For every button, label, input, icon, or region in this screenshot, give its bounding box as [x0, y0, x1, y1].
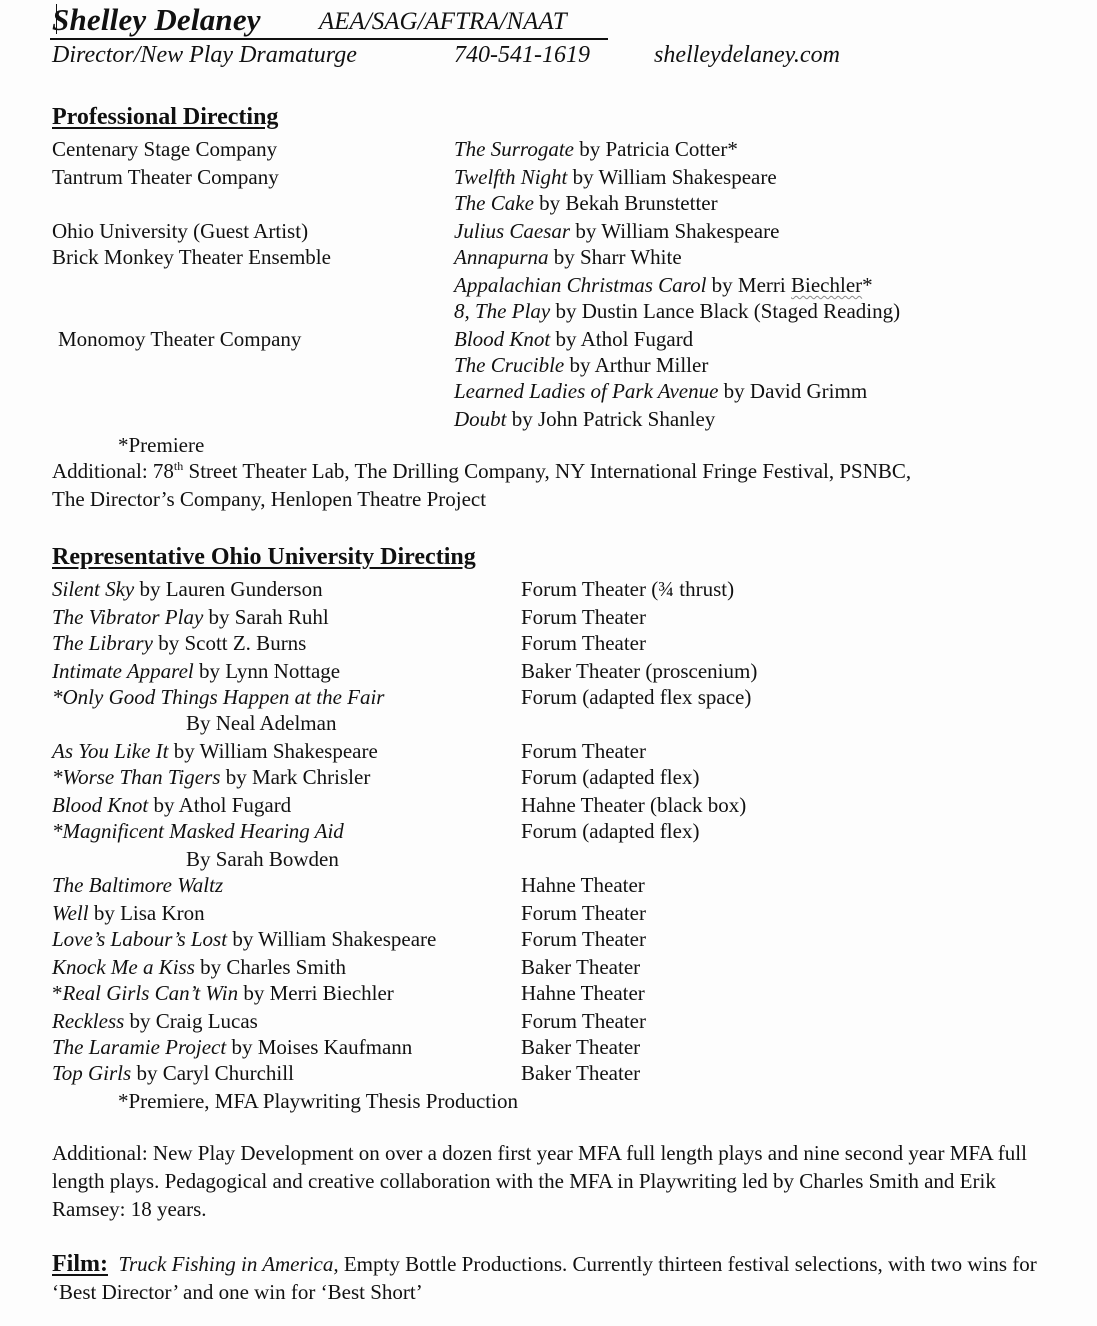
- table-row: [52, 872, 223, 898]
- venue: Forum (adapted flex): [521, 765, 700, 789]
- section-heading-professional: Professional Directing: [52, 104, 279, 130]
- website: shelleydelaney.com: [654, 42, 840, 68]
- production-author: by John Patrick Shanley: [506, 407, 716, 431]
- venue: Forum Theater: [521, 901, 646, 925]
- play-title: Blood Knot: [52, 793, 149, 817]
- production-title: Doubt: [454, 407, 507, 431]
- production-entry: [454, 406, 715, 432]
- table-row: [186, 846, 339, 872]
- production-title: Learned Ladies of Park Avenue: [454, 379, 719, 403]
- table-row: [52, 818, 344, 844]
- table-row: [52, 764, 370, 790]
- production-title: Blood Knot: [454, 327, 551, 351]
- production-title: The Surrogate: [454, 137, 574, 161]
- ohio-additional: Additional: New Play Development on over a dozen first year MFA full length plays and nine second year MFA full length plays. Pedagogical and creative collaboration with the MFA in Playwriting led by Charles Smith and Erik Ramsey: 18 years.: [52, 1141, 1027, 1221]
- play-title: Real Girls Can’t Win: [62, 981, 239, 1005]
- play-title: *Magnificent Masked Hearing Aid: [52, 819, 344, 843]
- professional-additional-line2: The Director’s Company, Henlopen Theatre Project: [52, 487, 487, 511]
- playwright: by Merri Biechler: [238, 981, 394, 1005]
- play-title: Well: [52, 901, 89, 925]
- table-row: [52, 792, 291, 818]
- play-title: The Vibrator Play: [52, 605, 204, 629]
- venue: Hahne Theater (black box): [521, 793, 747, 817]
- film-label: Film:: [52, 1251, 108, 1277]
- production-entry: [454, 164, 777, 190]
- production-author: by Merri: [706, 273, 791, 297]
- company-name: Centenary Stage Company: [52, 137, 278, 161]
- venue: Forum Theater: [521, 927, 646, 951]
- venue: Forum Theater: [521, 605, 646, 629]
- company-name: Ohio University (Guest Artist): [52, 219, 309, 243]
- production-title: The Crucible: [454, 353, 565, 377]
- playwright: by Lauren Gunderson: [134, 577, 323, 601]
- play-title: *Only Good Things Happen at the Fair: [52, 685, 385, 709]
- production-entry: [454, 218, 779, 244]
- playwright: by Charles Smith: [194, 955, 346, 979]
- venue: Forum (adapted flex): [521, 819, 700, 843]
- venue: Hahne Theater: [521, 981, 645, 1005]
- production-title: Annapurna: [454, 245, 549, 269]
- production-author: by David Grimm: [718, 379, 868, 403]
- table-row: [52, 1008, 258, 1034]
- venue: Forum Theater (¾ thrust): [521, 577, 735, 601]
- production-author: by Arthur Miller: [564, 353, 709, 377]
- production-entry: [454, 326, 693, 352]
- table-row: [52, 980, 394, 1006]
- table-row: [186, 710, 336, 736]
- play-title: The Baltimore Waltz: [52, 873, 224, 897]
- production-author: by Sharr White: [548, 245, 682, 269]
- playwright: by Scott Z. Burns: [152, 631, 307, 655]
- production-entry: [454, 378, 867, 404]
- play-title: Intimate Apparel: [52, 659, 194, 683]
- playwright: by Sarah Ruhl: [203, 605, 329, 629]
- table-row: [52, 1034, 412, 1060]
- playwright: by Mark Chrisler: [220, 765, 371, 789]
- venue: Forum Theater: [521, 631, 646, 655]
- company-name: Monomoy Theater Company: [58, 327, 302, 351]
- play-title: Knock Me a Kiss: [52, 955, 195, 979]
- premiere-footnote: *Premiere: [118, 433, 205, 457]
- play-title: The Library: [52, 631, 153, 655]
- venue: Baker Theater: [521, 1035, 641, 1059]
- play-title: Reckless: [52, 1009, 125, 1033]
- production-author: by Dustin Lance Black (Staged Reading): [550, 299, 901, 323]
- play-title: The Laramie Project: [52, 1035, 227, 1059]
- table-row: [52, 576, 323, 602]
- production-title: 8, The Play: [454, 299, 551, 323]
- film-description: Empty Bottle Productions. Currently thirteen festival selections, with two wins for ‘Best Director’ and one win for ‘Best Short’: [52, 1252, 1037, 1304]
- production-author: by Patricia Cotter*: [573, 137, 738, 161]
- playwright: By Sarah Bowden: [186, 847, 339, 871]
- film-section: [52, 1250, 1062, 1306]
- production-entry: [454, 298, 900, 324]
- table-row: [52, 604, 329, 630]
- playwright: by Athol Fugard: [148, 793, 292, 817]
- playwright: by Lisa Kron: [88, 901, 205, 925]
- header-underline: [50, 38, 608, 40]
- playwright: by William Shakespeare: [168, 739, 378, 763]
- production-entry: [454, 244, 682, 270]
- production-entry: [454, 352, 708, 378]
- production-note: *: [862, 273, 873, 297]
- venue: Forum Theater: [521, 739, 646, 763]
- premiere-marker: *: [52, 981, 63, 1005]
- venue: Baker Theater: [521, 955, 641, 979]
- venue: Forum Theater: [521, 1009, 646, 1033]
- venue: Baker Theater (proscenium): [521, 659, 758, 683]
- venue: Baker Theater: [521, 1061, 641, 1085]
- table-row: [52, 738, 378, 764]
- venue: Forum (adapted flex space): [521, 685, 752, 709]
- playwright: by Craig Lucas: [124, 1009, 258, 1033]
- playwright: By Neal Adelman: [186, 711, 337, 735]
- spellcheck-flagged-word: Biechler: [791, 273, 863, 297]
- venue: Hahne Theater: [521, 873, 645, 897]
- play-title: As You Like It: [52, 739, 169, 763]
- table-row: [52, 926, 436, 952]
- union-affiliations: AEA/SAG/AFTRA/NAAT: [319, 8, 567, 35]
- production-author: by Bekah Brunstetter: [533, 191, 718, 215]
- play-title: *Worse Than Tigers: [52, 765, 221, 789]
- production-entry: [454, 272, 873, 298]
- table-row: [52, 1060, 294, 1086]
- production-title: Julius Caesar: [454, 219, 571, 243]
- play-title: Love’s Labour’s Lost: [52, 927, 228, 951]
- production-entry: [454, 190, 718, 216]
- production-entry: [454, 136, 738, 162]
- play-title: Top Girls: [52, 1061, 132, 1085]
- playwright: by Moises Kaufmann: [226, 1035, 413, 1059]
- play-title: Silent Sky: [52, 577, 135, 601]
- playwright: by Lynn Nottage: [193, 659, 341, 683]
- company-name: Brick Monkey Theater Ensemble: [52, 245, 331, 269]
- professional-title: Director/New Play Dramaturge: [52, 42, 357, 68]
- production-author: by William Shakespeare: [570, 219, 780, 243]
- production-title: The Cake: [454, 191, 534, 215]
- phone-number: 740-541-1619: [454, 42, 590, 68]
- company-name: Tantrum Theater Company: [52, 165, 279, 189]
- film-title: Truck Fishing in America,: [118, 1252, 339, 1276]
- playwright: by William Shakespeare: [227, 927, 437, 951]
- production-title: Twelfth Night: [454, 165, 568, 189]
- table-row: [52, 900, 205, 926]
- table-row: [52, 630, 306, 656]
- professional-additional: Additional: 78th Street Theater Lab, The Drilling Company, NY International Fringe Festival, PSNBC,: [52, 459, 912, 483]
- table-row: [52, 954, 346, 980]
- table-row: [52, 684, 384, 710]
- table-row: [52, 658, 340, 684]
- ohio-footnote: *Premiere, MFA Playwriting Thesis Production: [118, 1089, 518, 1113]
- playwright: by Caryl Churchill: [131, 1061, 294, 1085]
- production-author: by William Shakespeare: [567, 165, 777, 189]
- production-author: by Athol Fugard: [550, 327, 694, 351]
- production-title: Appalachian Christmas Carol: [454, 273, 707, 297]
- resume-name: Shelley Delaney: [52, 2, 261, 37]
- section-heading-ohio: Representative Ohio University Directing: [52, 544, 476, 570]
